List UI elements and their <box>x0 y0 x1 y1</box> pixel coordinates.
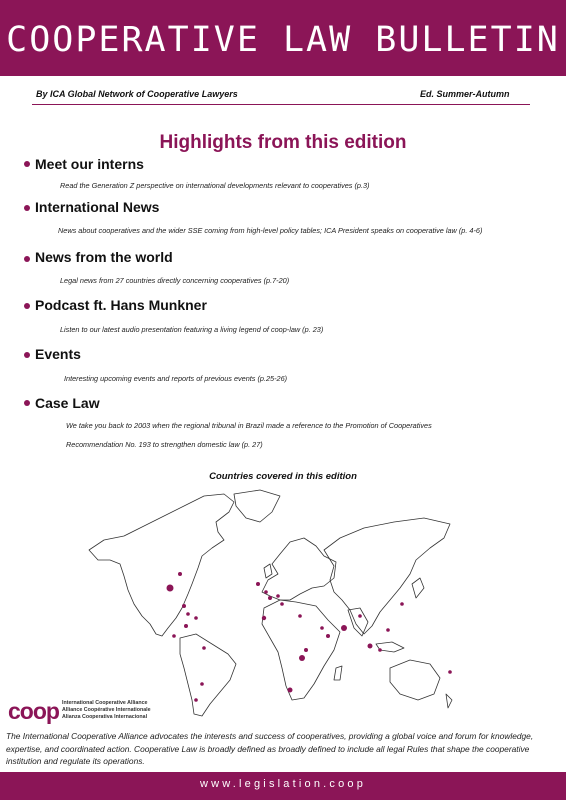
country-marker <box>386 628 390 632</box>
highlight-heading: Events <box>35 346 81 362</box>
new-zealand-outline <box>446 694 452 708</box>
logo-line-fr: Alliance Coopérative Internationale <box>62 707 151 713</box>
country-marker <box>184 624 188 628</box>
highlight-description-continued: Recommendation No. 193 to strengthen domestic law (p. 27) <box>66 440 263 449</box>
bullet-icon <box>24 205 30 211</box>
country-marker <box>326 634 330 638</box>
highlight-heading: Podcast ft. Hans Munkner <box>35 297 207 313</box>
country-marker <box>280 602 284 606</box>
country-marker <box>186 612 190 616</box>
country-marker <box>200 682 204 686</box>
highlight-heading: International News <box>35 199 160 215</box>
country-marker <box>276 594 280 598</box>
byline: By ICA Global Network of Cooperative Lawyers <box>36 89 238 99</box>
country-marker <box>264 590 268 594</box>
bullet-icon <box>24 256 30 262</box>
highlight-heading: News from the world <box>35 249 173 265</box>
country-marker <box>194 616 198 620</box>
country-marker <box>194 698 198 702</box>
highlight-description: Interesting upcoming events and reports of previous events (p.25-26) <box>64 374 288 383</box>
highlight-heading: Meet our interns <box>35 156 144 172</box>
map-title: Countries covered in this edition <box>209 471 357 482</box>
country-marker <box>368 644 373 649</box>
country-marker <box>400 602 404 606</box>
country-marker <box>320 626 324 630</box>
country-marker <box>167 585 174 592</box>
uk-outline <box>264 564 272 578</box>
country-marker <box>341 625 347 631</box>
country-marker <box>304 648 308 652</box>
country-marker <box>256 582 260 586</box>
country-marker <box>202 646 206 650</box>
madagascar-outline <box>334 666 342 680</box>
highlight-description: Listen to our latest audio presentation featuring a living legend of coop-law (p. 23) <box>60 325 324 334</box>
country-marker <box>448 670 452 674</box>
country-marker <box>262 616 266 620</box>
asia-outline <box>324 518 450 634</box>
footer-banner <box>0 772 566 800</box>
header-divider <box>32 104 530 105</box>
bullet-icon <box>24 303 30 309</box>
country-marker <box>182 604 186 608</box>
country-marker <box>268 596 272 600</box>
bullet-icon <box>24 400 30 406</box>
highlight-description: Legal news from 27 countries directly concerning cooperatives (p.7-20) <box>60 276 290 285</box>
country-marker <box>288 688 293 693</box>
bulletin-title: COOPERATIVE LAW BULLETIN <box>6 20 560 60</box>
title-banner <box>0 0 566 76</box>
coop-logo-word: coop <box>8 698 59 724</box>
country-marker <box>358 614 362 618</box>
highlight-description: Read the Generation Z perspective on international developments relevant to cooperatives (p.3) <box>60 181 370 190</box>
logo-line-en: International Cooperative Alliance <box>62 700 148 706</box>
world-map <box>84 488 456 720</box>
south-america-outline <box>180 634 236 716</box>
bullet-icon <box>24 352 30 358</box>
country-marker <box>178 572 182 576</box>
country-marker <box>299 655 305 661</box>
highlight-description: News about cooperatives and the wider SSE coming from high-level policy tables; ICA President speaks on cooperative law (p. 4-6) <box>58 226 483 235</box>
country-marker <box>378 648 382 652</box>
japan-outline <box>412 578 424 598</box>
country-marker <box>298 614 302 618</box>
ica-logo <box>8 698 188 724</box>
about-paragraph: The International Cooperative Alliance advocates the interests and success of cooperatives, providing a global voice and forum for knowledge, expertise, and coordinated action. Cooperative Law is broadly defined as broadly defined to include all legal Rules that shape the cooperative institution and regulate its operations. <box>6 731 534 766</box>
country-marker <box>172 634 176 638</box>
highlights-title: Highlights from this edition <box>159 132 407 153</box>
website-link[interactable]: www.legislation.coop <box>199 778 367 790</box>
highlight-description: We take you back to 2003 when the regional tribunal in Brazil made a reference to the Promotion of Cooperatives <box>66 421 432 430</box>
greenland-outline <box>234 490 280 522</box>
highlight-heading: Case Law <box>35 395 100 411</box>
north-america-outline <box>89 494 234 636</box>
bullet-icon <box>24 161 30 167</box>
australia-outline <box>390 660 440 700</box>
europe-outline <box>262 538 336 600</box>
edition-label: Ed. Summer-Autumn <box>420 89 510 99</box>
logo-line-es: Alianza Cooperativa Internacional <box>62 714 148 720</box>
